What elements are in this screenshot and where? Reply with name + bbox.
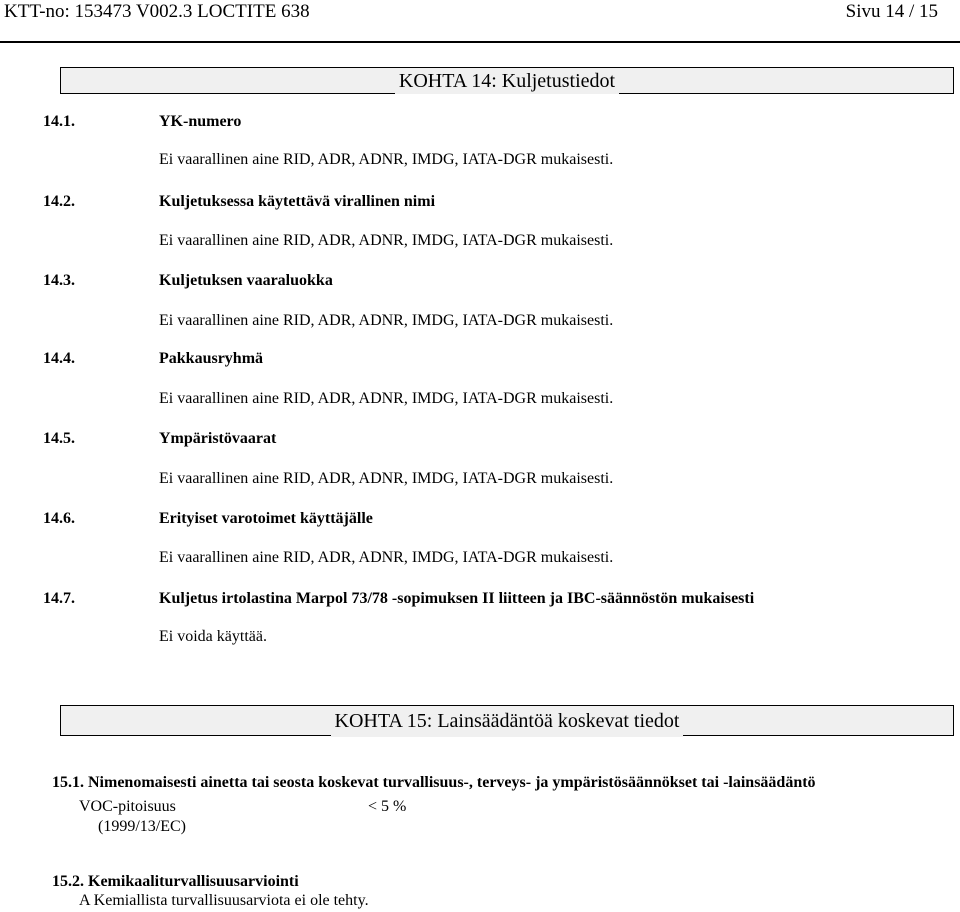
page-number: Sivu 14 / 15 bbox=[845, 1, 938, 22]
item-14-7-title: Kuljetus irtolastina Marpol 73/78 -sopimuksen II liitteen ja IBC-säännöstön mukaisesti bbox=[159, 590, 755, 607]
document-header-id: KTT-no: 153473 V002.3 LOCTITE 638 bbox=[4, 1, 310, 22]
item-14-5-title: Ympäristövaarat bbox=[159, 430, 277, 447]
item-14-6-text: Ei vaarallinen aine RID, ADR, ADNR, IMDG, IATA-DGR mukaisesti. bbox=[159, 549, 614, 566]
item-14-1-title: YK-numero bbox=[159, 113, 242, 130]
voc-value: < 5 % bbox=[368, 798, 407, 815]
item-14-1-text: Ei vaarallinen aine RID, ADR, ADNR, IMDG, IATA-DGR mukaisesti. bbox=[159, 151, 614, 168]
item-14-3-number: 14.3. bbox=[43, 272, 75, 289]
section-15-title: KOHTA 15: Lainsäädäntöä koskevat tiedot bbox=[331, 706, 684, 737]
item-14-2-title: Kuljetuksessa käytettävä virallinen nimi bbox=[159, 193, 436, 210]
section-15-heading bbox=[60, 705, 954, 736]
section-14-heading bbox=[60, 67, 954, 94]
item-15-1-heading: 15.1. Nimenomaisesti ainetta tai seosta koskevat turvallisuus-, terveys- ja ympäristösäännökset tai -lainsäädäntö bbox=[52, 774, 816, 791]
item-14-6-number: 14.6. bbox=[43, 510, 75, 527]
item-14-4-number: 14.4. bbox=[43, 350, 75, 367]
item-14-3-text: Ei vaarallinen aine RID, ADR, ADNR, IMDG, IATA-DGR mukaisesti. bbox=[159, 312, 614, 329]
item-14-7-text: Ei voida käyttää. bbox=[159, 628, 267, 645]
voc-label: VOC-pitoisuus bbox=[79, 798, 176, 815]
item-15-2-heading: 15.2. Kemikaaliturvallisuusarviointi bbox=[52, 873, 299, 890]
header-divider bbox=[0, 41, 960, 43]
section-14-title: KOHTA 14: Kuljetustiedot bbox=[395, 68, 619, 94]
item-14-4-title: Pakkausryhmä bbox=[159, 350, 264, 367]
item-15-2-text: A Kemiallista turvallisuusarviota ei ole tehty. bbox=[79, 892, 369, 909]
item-14-1-number: 14.1. bbox=[43, 113, 75, 130]
item-14-7-number: 14.7. bbox=[43, 590, 75, 607]
item-14-5-number: 14.5. bbox=[43, 430, 75, 447]
item-14-2-number: 14.2. bbox=[43, 193, 75, 210]
item-14-5-text: Ei vaarallinen aine RID, ADR, ADNR, IMDG, IATA-DGR mukaisesti. bbox=[159, 470, 614, 487]
item-14-6-title: Erityiset varotoimet käyttäjälle bbox=[159, 510, 373, 527]
item-14-2-text: Ei vaarallinen aine RID, ADR, ADNR, IMDG, IATA-DGR mukaisesti. bbox=[159, 232, 614, 249]
voc-directive-ref: (1999/13/EC) bbox=[98, 818, 186, 835]
item-14-3-title: Kuljetuksen vaaraluokka bbox=[159, 272, 333, 289]
item-14-4-text: Ei vaarallinen aine RID, ADR, ADNR, IMDG, IATA-DGR mukaisesti. bbox=[159, 390, 614, 407]
